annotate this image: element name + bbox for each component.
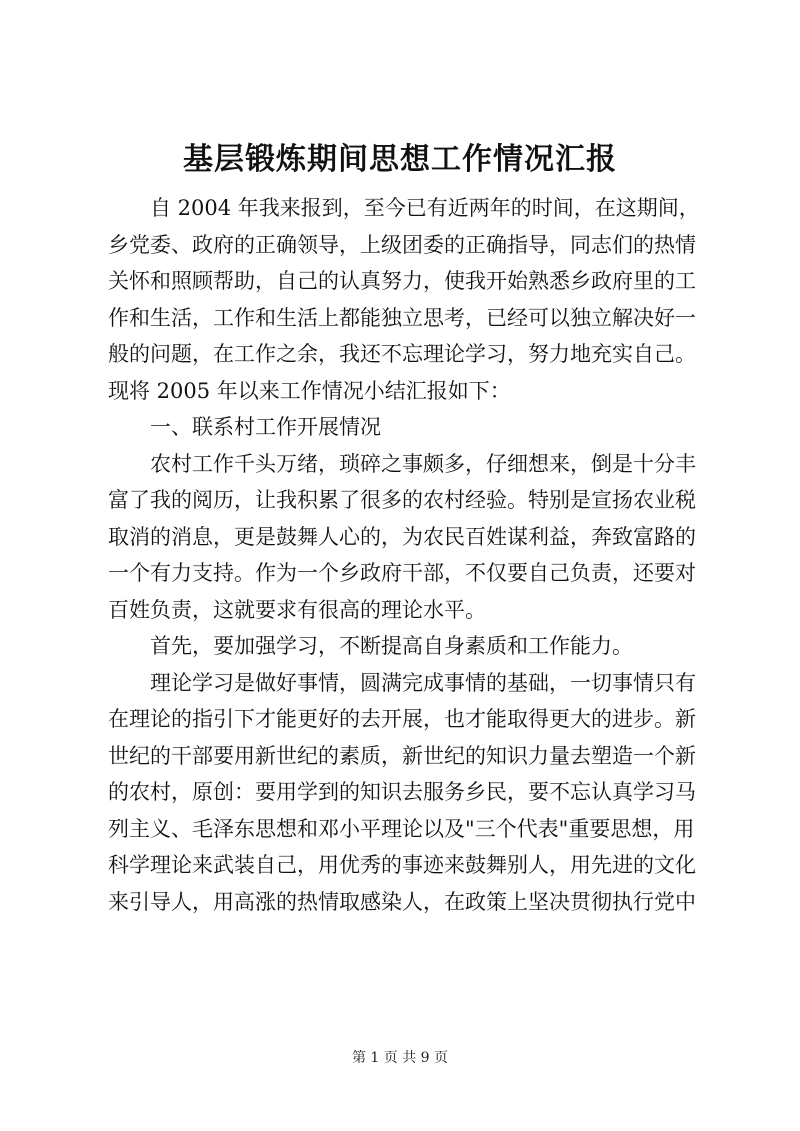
text-line: 一个有力支持。作为一个乡政府干部，不仅要自己负责，还要对 xyxy=(108,561,696,585)
section-heading: 一、联系村工作开展情况 xyxy=(150,415,381,439)
text-line: 在理论的指引下才能更好的去开展，也才能取得更大的进步。新 xyxy=(108,707,696,731)
text-line: 现将 2005 年以来工作情况小结汇报如下： xyxy=(108,378,511,403)
document-title: 基层锻炼期间思想工作情况汇报 xyxy=(183,142,617,177)
text-line: 取消的消息，更是鼓舞人心的，为农民百姓谋利益，奔致富路的 xyxy=(108,524,696,549)
text-line: 理论学习是做好事情，圆满完成事情的基础，一切事情只有 xyxy=(150,670,696,695)
document-body xyxy=(108,190,706,920)
text-line: 农村工作千头万绪，琐碎之事颇多，仔细想来，倒是十分丰 xyxy=(150,451,696,476)
text-line: 世纪的干部要用新世纪的素质，新世纪的知识力量去塑造一个新 xyxy=(108,743,696,768)
text-line: 富了我的阅历，让我积累了很多的农村经验。特别是宣扬农业税 xyxy=(108,488,696,512)
text-line: 关怀和照顾帮助，自己的认真努力，使我开始熟悉乡政府里的工 xyxy=(108,269,696,293)
text-line: 的农村，原创：要用学到的知识去服务乡民，要不忘认真学习马 xyxy=(108,780,696,804)
text-line: 乡党委、政府的正确领导，上级团委的正确指导，同志们的热情 xyxy=(108,232,696,257)
text-line: 作和生活，工作和生活上都能独立思考，已经可以独立解决好一 xyxy=(108,305,696,330)
text-line: 百姓负责，这就要求有很高的理论水平。 xyxy=(108,597,486,622)
text-line: 自 2004 年我来报到，至今已有近两年的时间，在这期间， xyxy=(150,196,700,220)
text-line: 首先，要加强学习，不断提高自身素质和工作能力。 xyxy=(150,634,633,658)
text-line: 般的问题，在工作之余，我还不忘理论学习，努力地充实自己。 xyxy=(108,342,696,366)
text-line: 列主义、毛泽东思想和邓小平理论以及"三个代表"重要思想，用 xyxy=(108,816,695,841)
text-line: 来引导人，用高涨的热情取感染人，在政策上坚决贯彻执行党中 xyxy=(108,889,696,914)
text-line: 科学理论来武装自己，用优秀的事迹来鼓舞别人，用先进的文化 xyxy=(108,853,696,877)
page-number-footer: 第 1 页 共 9 页 xyxy=(351,1050,449,1066)
